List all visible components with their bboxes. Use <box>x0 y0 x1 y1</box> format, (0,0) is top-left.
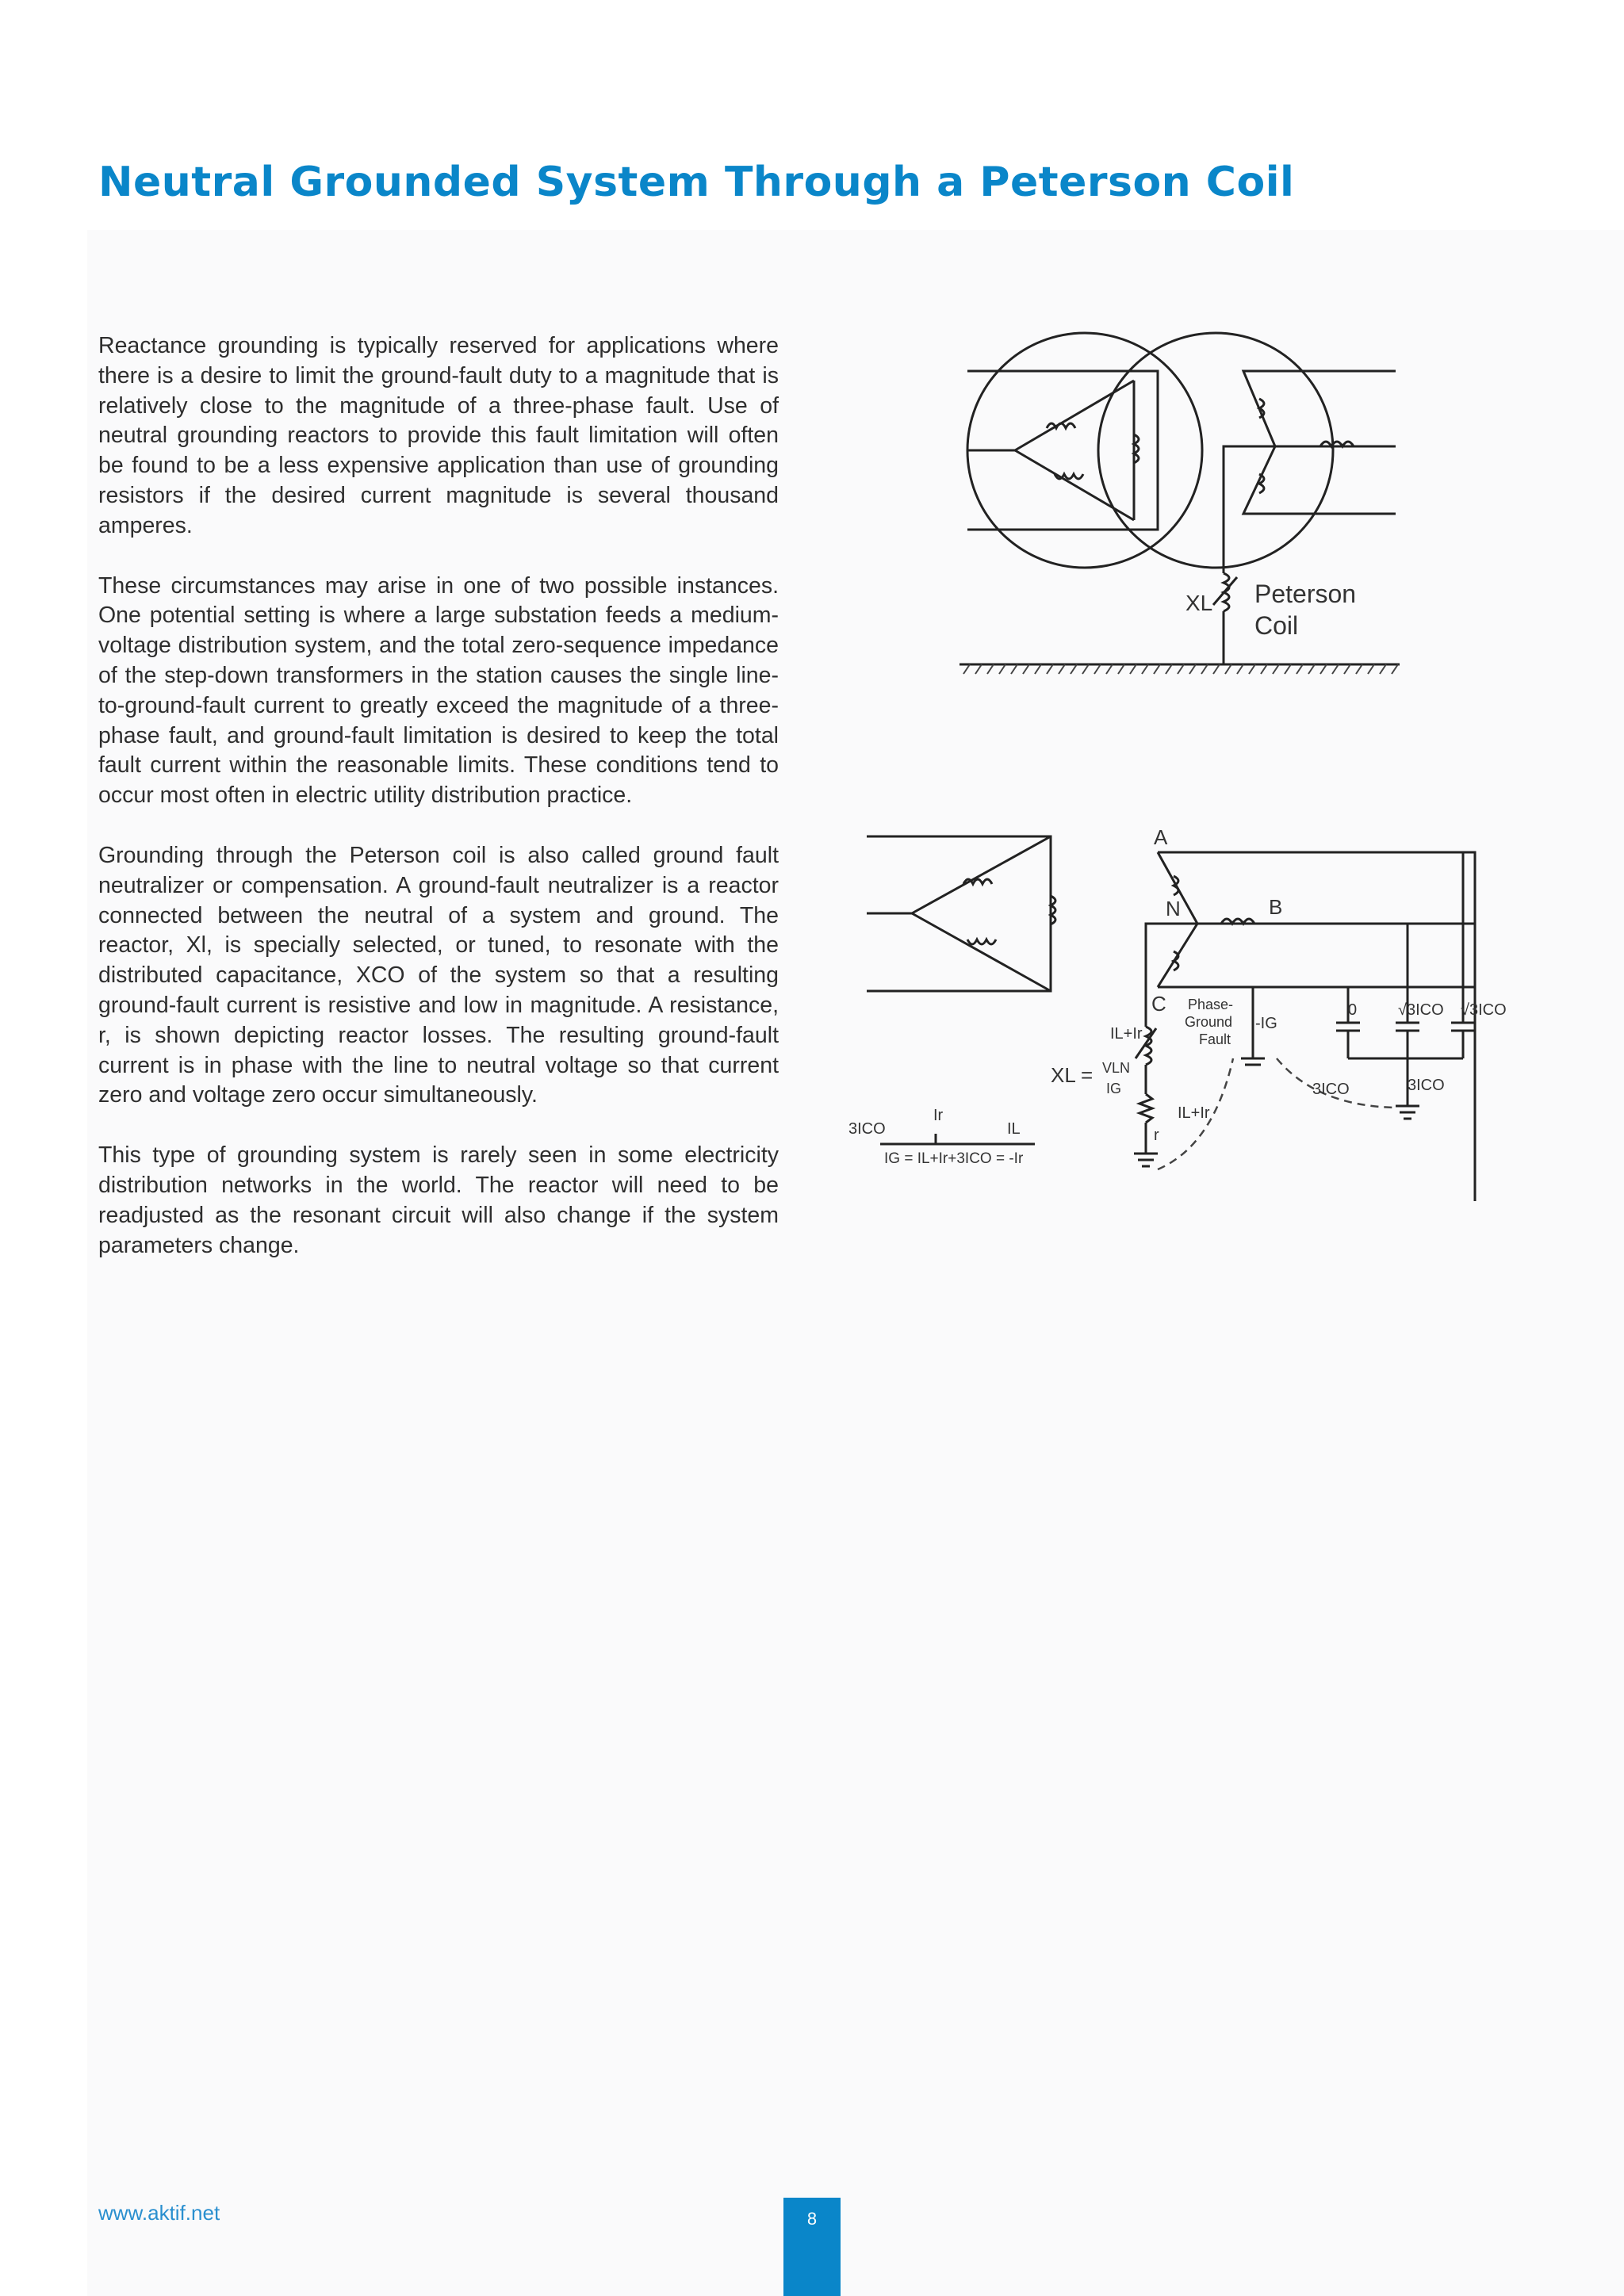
fault-label-1: Phase- <box>1188 997 1234 1012</box>
fault-label-3: Fault <box>1199 1031 1231 1047</box>
fault-label-2: Ground <box>1185 1014 1233 1030</box>
sqrt3ico-label-2: √3ICO <box>1461 1001 1507 1019</box>
phasor-il-label: IL <box>1007 1120 1021 1138</box>
ig-label: -IG <box>1255 1015 1277 1032</box>
page-title: Neutral Grounded System Through a Peterson Coil <box>98 159 1295 206</box>
body-text <box>98 331 779 1291</box>
r-label: r <box>1154 1127 1159 1144</box>
neutral-label: N <box>1166 897 1181 920</box>
three-ico-label-a: 3ICO <box>1312 1081 1350 1098</box>
vln-label: VLN <box>1102 1060 1131 1076</box>
phasor-equation: IG = IL+Ir+3ICO = -Ir <box>884 1150 1024 1167</box>
paragraph-4: This type of grounding system is rarely seen in some electricity distribution networks in the world. The reactor will need to be readjusted as the resonant circuit will also change if the system parameters change. <box>98 1142 779 1258</box>
zero-label: 0 <box>1348 1001 1358 1019</box>
page-number: 8 <box>806 2209 818 2229</box>
sqrt3ico-label-1: √3ICO <box>1398 1001 1444 1019</box>
ground-fault-neutralizer-diagram <box>841 821 1522 1201</box>
il-ir-label-top: IL+Ir <box>1110 1025 1143 1043</box>
coil-label: Coil <box>1254 611 1299 640</box>
phase-b-label: B <box>1269 895 1283 919</box>
loss-resistor <box>1139 1094 1152 1123</box>
xl-label: XL <box>1185 591 1213 615</box>
paragraph-1: Reactance grounding is typically reserved for applications where there is a desire to limit the ground-fault duty to a magnitude that is relatively close to the magnitude of a three-phase fault. Use of neutral grounding reactors to provide this fault limitation will often be found to be a less expensive application than use of grounding resistors if the desired current magnitude is several thousand amperes. <box>98 333 779 538</box>
three-ico-label-b: 3ICO <box>1408 1077 1445 1094</box>
page-number-box <box>783 2198 841 2296</box>
neutralizer-coil <box>1146 1027 1151 1065</box>
phase-a-label: A <box>1154 825 1168 849</box>
peterson-label: Peterson <box>1254 580 1357 608</box>
peterson-coil-diagram <box>959 331 1404 688</box>
phasor-3ico-label: 3ICO <box>848 1120 886 1138</box>
phasor-ir-label: Ir <box>933 1107 944 1124</box>
phase-c-label: C <box>1151 992 1166 1016</box>
ig-denominator-label: IG <box>1106 1081 1122 1096</box>
paragraph-2: These circumstances may arise in one of two possible instances. One potential setting is where a large substation feeds a medium-voltage distribution system, and the total zero-sequence impedance of the step-down transformers in the station causes the single line-to-ground-fault current to greatly exceed the magnitude of a three-phase fault, and ground-fault limitation is desired to keep the total fault current within the reasonable limits. These conditions tend to occur most often in electric utility distribution practice. <box>98 572 779 809</box>
paragraph-3: Grounding through the Peterson coil is also called ground fault neutralizer or compensation. A ground-fault neutralizer is a reactor connected between the neutral of a system and ground. The reactor, Xl, is specially selected, or tuned, to resonate with the distributed capacitance, XCO of the system so that a resulting ground-fault current is resistive and low in magnitude. A resistance, r, is shown depicting reactor losses. The resulting ground-fault current is in phase with the line to neutral voltage so that current zero and voltage zero occur simultaneously. <box>98 842 779 1108</box>
footer-url[interactable]: www.aktif.net <box>98 2201 220 2225</box>
xl-equation-label: XL = <box>1051 1063 1094 1087</box>
il-ir-label-bottom: IL+Ir <box>1178 1104 1210 1122</box>
